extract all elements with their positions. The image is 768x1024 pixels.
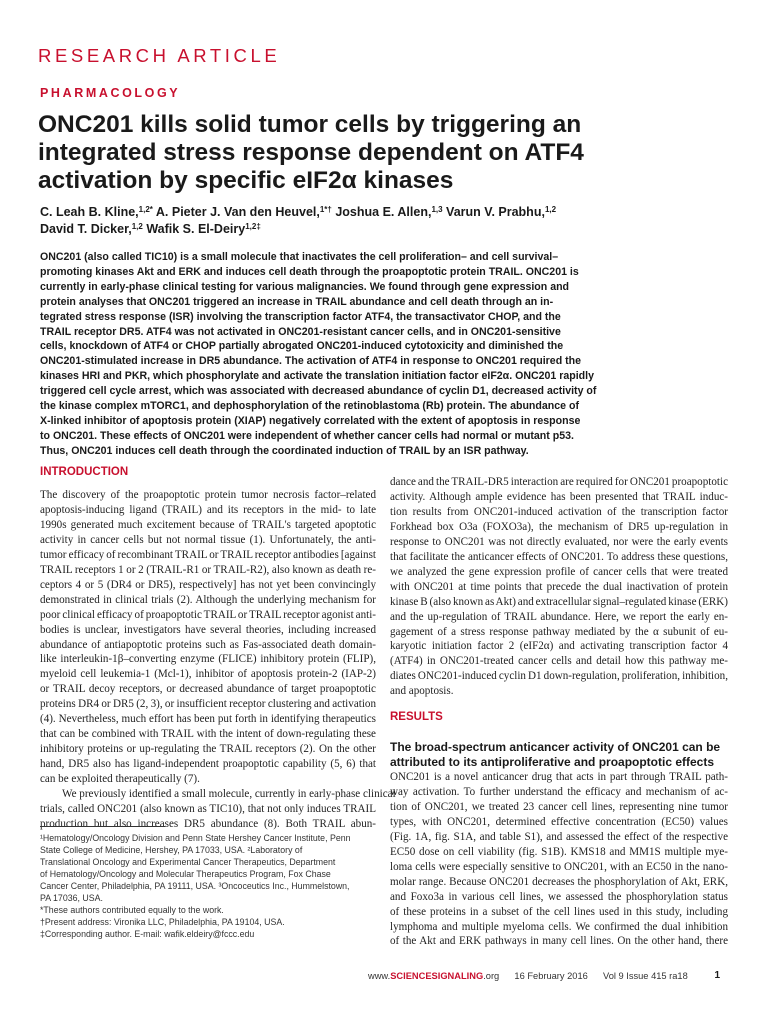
body-line: (4). Nevertheless, much effort has been put forth in identifying therapeutics — [40, 713, 376, 726]
introduction-continued — [390, 475, 728, 699]
footnote-line: Cancer Center, Philadelphia, PA 19111, USA. ³Oncoceutics Inc., Hummelstown, — [40, 881, 350, 891]
body-line: production but also increases DR5 abundance (8). Both TRAIL abun- — [40, 817, 376, 830]
body-line: of the Akt and ERK pathways in many cell lines. On the other hand, there — [390, 935, 728, 948]
footnote-line: PA 17036, USA. — [40, 893, 103, 903]
body-line: ONC201 is a novel anticancer drug that acts in part through TRAIL path- — [390, 771, 728, 783]
body-line: Forkhead box O3a (FOXO3a), the mechanism of DR5 up-regulation in — [390, 520, 728, 533]
author-line — [40, 221, 740, 238]
body-line: tion results from ONC201-induced activation of the transcription factor — [390, 505, 728, 518]
footnote-line: †Present address: Vironika LLC, Philadelphia, PA 19104, USA. — [40, 917, 285, 927]
footnote-line: State College of Medicine, Hershey, PA 17033, USA. ²Laboratory of — [40, 845, 303, 855]
subheading-line: The broad-spectrum anticancer activity of ONC201 can be — [390, 740, 721, 754]
footnote-line: *These authors contributed equally to the work. — [40, 905, 224, 915]
title-line: ONC201 kills solid tumor cells by triggering an — [38, 111, 582, 138]
body-line: myeloid cell leukemia-1 (Mcl-1), inhibitor of apoptosis protein-2 (IAP-2) — [40, 668, 376, 681]
author-affiliation: 1,3 — [431, 205, 443, 214]
abstract — [40, 250, 730, 459]
author-affiliation: 1,2 — [131, 222, 143, 231]
title-line: integrated stress response dependent on ATF4 — [38, 139, 584, 166]
abstract-line: tegrated stress response (ISR) involving the transcription factor ATF4, the transactivator CHOP, and the — [40, 310, 561, 323]
publication-date: 16 February 2016 — [514, 971, 588, 981]
body-line: of these proteins in a subset of the cell lines used in this study, including — [390, 905, 728, 918]
body-line: EC50 dose on cell viability (fig. S1B). KMS18 and MM1S multiple mye- — [390, 845, 728, 858]
body-line: and Foxo3a in various cell lines, we assessed the phosphorylation status — [390, 890, 728, 903]
body-line: TRAIL receptors 1 or 2 (TRAIL-R1 or TRAIL-R2), also known as death re- — [40, 563, 376, 576]
body-line: with ONC201 at time points that precede the dual inactivation of protein — [390, 580, 728, 593]
body-line: that facilitate the anticancer effects of ONC201. To address these questions, — [390, 550, 728, 563]
body-line: kinase B (also known as Akt) and extracellular signal–regulated kinase (ERK) — [390, 595, 728, 608]
author-affiliation: 1*† — [319, 205, 332, 214]
volume-issue: Vol 9 Issue 415 ra18 — [603, 971, 688, 981]
author-name: C. Leah B. Kline, — [40, 205, 139, 219]
abstract-line: Thus, ONC201 induces cell death through the coordinated induction of TRAIL by an ISR pathway. — [40, 444, 529, 457]
author-name: David T. Dicker, — [40, 222, 132, 236]
author-name: Varun V. Prabhu, — [446, 205, 545, 219]
body-line: karyotic initiation factor 2 (eIF2α) and activating transcription factor 4 — [390, 640, 728, 653]
abstract-line: ONC201-stimulated increase in DR5 abundance. The activation of ATF4 in response to ONC201 required the — [40, 355, 581, 368]
body-line: trials, called ONC201 (also known as TIC10), that not only induces TRAIL — [40, 803, 376, 816]
author-name: Wafik S. El-Deiry — [146, 222, 246, 236]
abstract-line: X-linked inhibitor of apoptosis protein (XIAP) negatively correlated with the extent of apoptosis in response — [40, 414, 581, 427]
body-line: abundance of antiapoptotic proteins such as Fas-associated death domain- — [40, 638, 376, 651]
body-line: hand, DR5 also has ligand-independent proapoptotic capability (5, 6) that — [40, 758, 376, 771]
body-line: We previously identified a small molecule, currently in early-phase clinical — [62, 788, 396, 801]
title-line: activation by specific eIF2α kinases — [38, 167, 454, 194]
abstract-line: TRAIL receptor DR5. ATF4 was not activated in ONC201-resistant cancer cells, and in ONC201-sensitive — [40, 325, 561, 338]
body-line: dance and the TRAIL-DR5 interaction are required for ONC201 proapoptotic — [390, 476, 728, 488]
body-line: and the up-regulation of TRAIL abundance. Here, we report the early en- — [390, 610, 728, 623]
body-line: activity. Although ample evidence has been presented that TRAIL induc- — [390, 490, 728, 503]
footnote-line: ‡Corresponding author. E-mail: wafik.eldeiry@fccc.edu — [40, 929, 255, 939]
abstract-line: the kinase complex mTORC1, and dephosphorylation of the retinoblastoma (Rb) protein. The abundance of — [40, 400, 579, 413]
author-name: A. Pieter J. Van den Heuvel, — [155, 205, 320, 219]
body-line: way activation. To further understand the efficacy and mechanism of ac- — [390, 785, 728, 798]
body-line: response to ONC201 was not directly evaluated, nor were the early events — [390, 535, 728, 548]
results-body — [390, 770, 728, 949]
footnote-line: of Hematology/Oncology and Molecular Therapeutics Program, Fox Chase — [40, 869, 331, 879]
body-line: (ATF4) in ONC201-treated cancer cells and detail how this pathway me- — [390, 655, 728, 668]
body-line: and apoptosis. — [390, 685, 454, 698]
author-line — [40, 204, 740, 221]
body-line: loma cells were especially sensitive to ONC201, with an EC50 in the nano- — [390, 860, 728, 873]
body-line: The discovery of the proapoptotic protein tumor necrosis factor–related — [40, 489, 376, 501]
body-line: can be exploited therapeutically (7). — [40, 773, 200, 786]
body-line: gagement of a stress response pathway mediated by the α subunit of eu- — [390, 625, 728, 638]
body-line: poor clinical efficacy of proapoptotic TRAIL or TRAIL receptor agonist anti- — [40, 608, 376, 621]
abstract-line: kinases HRI and PKR, which phosphorylate and activate the translation initiation factor eIF2α. ONC201 rapidly — [40, 370, 594, 383]
author-affiliation: 1,2 — [544, 205, 557, 214]
body-line: inhibitory proteins or up-regulating the TRAIL receptors (2). On the other — [40, 743, 376, 756]
author-list — [40, 204, 740, 238]
body-line: molar range. Because ONC201 decreases the phosphorylation of Akt, ERK, — [390, 875, 728, 888]
page-number: 1 — [714, 970, 720, 981]
article-title — [38, 111, 728, 195]
body-line: types, with ONC201, determined effective concentration (EC50) values — [390, 815, 728, 828]
author-affiliation: 1,2‡ — [245, 222, 261, 231]
author-affiliation: 1,2* — [138, 205, 153, 214]
results-heading: RESULTS — [390, 711, 443, 723]
abstract-line: triggered cell cycle arrest, which was associated with decreased abundance of cyclin D1, decreased activity of — [40, 385, 597, 398]
body-line: lymphoma and multiple myeloma cells. We confirmed the dual inhibition — [390, 920, 728, 933]
affiliation-footnotes — [40, 832, 380, 940]
footnote-line: Translational Oncology and Experimental Cancer Therapeutics, Department — [40, 857, 336, 867]
footnote-line: ¹Hematology/Oncology Division and Penn State Hershey Cancer Institute, Penn — [40, 833, 351, 843]
abstract-line: cells, knockdown of ATF4 or CHOP partially abrogated ONC201-induced cytotoxicity and diminished the — [40, 340, 564, 353]
body-line: tumor efficacy of recombinant TRAIL or TRAIL receptor antibodies [against — [40, 548, 376, 561]
body-line: like interleukin-1β–converting enzyme (FLICE) inhibitory protein (FLIP), — [40, 653, 376, 666]
body-line: we analyzed the gene expression profile of cancer cells that were treated — [390, 565, 728, 578]
body-line: that can be combined with TRAIL with the intent of down-regulating these — [40, 728, 376, 741]
abstract-line: promoting kinases Akt and ERK and induces cell death through the proapoptotic protein TRAIL. ONC201 is — [40, 265, 579, 278]
subheading-line: attributed to its antiproliferative and proapoptotic effects — [390, 755, 715, 769]
body-line: demonstrated in clinical trials (2). Although the underlying mechanism for — [40, 593, 376, 606]
body-line: activity in cancer cells but not normal tissue (1). Unfortunately, the anti- — [40, 533, 376, 546]
abstract-line: protein analyses that ONC201 triggered an increase in TRAIL abundance and cell death through an in- — [40, 295, 554, 308]
footnote-divider — [40, 826, 165, 827]
article-type-label: RESEARCH ARTICLE — [38, 45, 281, 66]
body-line: ceptors 4 or 5 (DR4 or DR5), respectively] has not yet been convincingly — [40, 578, 376, 591]
abstract-line: ONC201 (also called TIC10) is a small molecule that inactivates the cell proliferation– and cell survival– — [40, 251, 559, 263]
body-line: or TRAIL decoy receptors, or decreased abundance of target proapoptotic — [40, 683, 376, 696]
body-line: proteins DR4 or DR5 (2, 3), or insufficient receptor clustering and activation — [40, 698, 376, 711]
body-line: (Fig. 1A, fig. S1A, and table S1), and assessed the effect of the respective — [390, 830, 728, 843]
introduction-heading: INTRODUCTION — [40, 466, 129, 478]
body-line: bodies is unclear, investigators have several theories, including increased — [40, 623, 376, 636]
body-line: apoptosis-inducing ligand (TRAIL) and its receptors in the mid- to late — [40, 503, 376, 516]
results-subheading — [390, 740, 730, 770]
author-name: Joshua E. Allen, — [335, 205, 432, 219]
body-line: 1990s generated much excitement because of TRAIL's targeted apoptotic — [40, 518, 376, 531]
page-footer — [368, 971, 720, 981]
subject-category: PHARMACOLOGY — [40, 86, 181, 100]
body-line: diates ONC201-induced cyclin D1 down-regulation, proliferation, inhibition, — [390, 670, 728, 683]
journal-url[interactable]: www.SCIENCESIGNALING.org — [368, 971, 500, 981]
abstract-line: to ONC201. These effects of ONC201 were independent of whether cancer cells had normal or mutant p53. — [40, 429, 574, 442]
abstract-line: currently in early-phase clinical testing for various malignancies. We found through gene expression and — [40, 280, 570, 293]
body-line: tion of ONC201, we treated 23 cancer cell lines, representing nine tumor — [390, 800, 728, 813]
introduction-body — [40, 488, 396, 832]
